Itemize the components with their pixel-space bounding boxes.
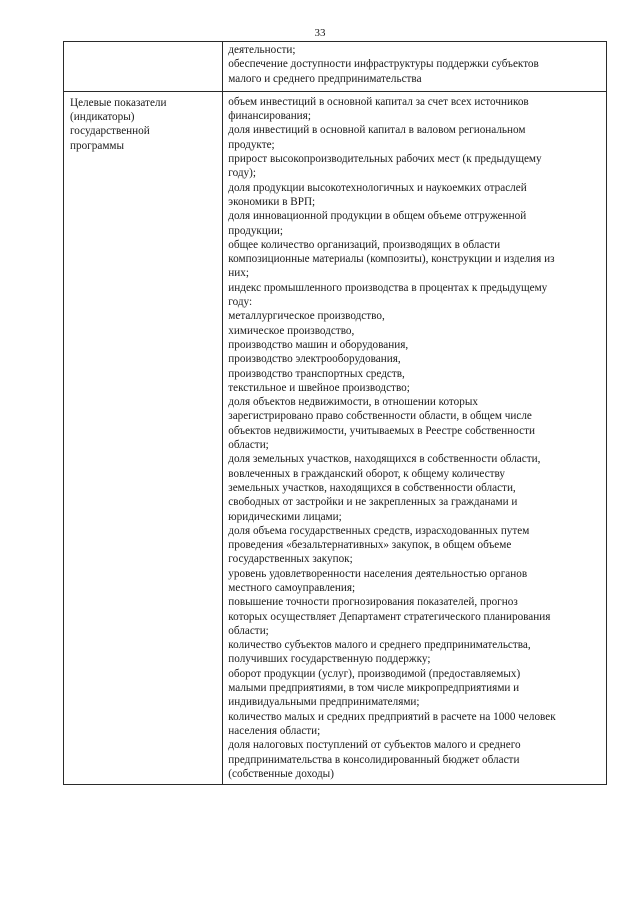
text-line: году); <box>228 167 256 180</box>
text-line: доля налоговых поступлений от субъектов малого и среднего <box>228 739 521 752</box>
row-content-cell <box>223 42 607 92</box>
text-line: финансирования; <box>228 110 311 123</box>
table-row <box>64 42 607 92</box>
program-passport-table <box>63 41 607 785</box>
text-line: них; <box>228 267 249 280</box>
text-line: повышение точности прогнозирования показателей, прогноз <box>228 596 518 609</box>
text-line: проведения «безальтернативных» закупок, в общем объеме <box>228 539 512 552</box>
text-line: химическое производство, <box>228 324 355 337</box>
text-line: (индикаторы) <box>70 111 135 124</box>
text-line: вовлеченных в гражданский оборот, к общему количеству <box>228 467 505 480</box>
table-row <box>64 91 607 784</box>
text-line: экономики в ВРП; <box>228 195 316 208</box>
text-line: доля земельных участков, находящихся в собственности области, <box>228 453 541 466</box>
text-line: индекс промышленного производства в процентах к предыдущему <box>228 281 548 294</box>
text-line: области; <box>228 439 269 452</box>
text-line: доля инвестиций в основной капитал в валовом региональном <box>228 124 526 137</box>
text-line: производство транспортных средств, <box>228 367 405 380</box>
text-line: общее количество организаций, производящих в области <box>228 238 501 251</box>
text-line: малого и среднего предпринимательства <box>228 72 422 85</box>
text-line: государственных закупок; <box>228 553 353 566</box>
text-line: объем инвестиций в основной капитал за счет всех источников <box>228 95 529 108</box>
text-line: композиционные материалы (композиты), конструкции и изделия из <box>228 253 555 266</box>
page-number: 33 <box>314 27 326 39</box>
text-line: зарегистрировано право собственности области, в общем числе <box>228 410 532 423</box>
text-line: доля инновационной продукции в общем объеме отгруженной <box>228 210 527 223</box>
text-line: количество субъектов малого и среднего предпринимательства, <box>228 639 531 652</box>
text-line: малыми предприятиями, в том числе микропредприятиями и <box>228 682 520 695</box>
text-line: деятельности; <box>228 44 296 56</box>
row-label-cell <box>64 91 223 784</box>
text-line: свободных от застройки и не закрепленных за гражданами и <box>228 496 518 509</box>
text-line: которых осуществляет Департамент стратегического планирования <box>228 610 551 623</box>
text-line: доля объектов недвижимости, в отношении которых <box>228 396 478 409</box>
text-line: государственной <box>70 125 150 138</box>
text-line: объектов недвижимости, учитываемых в Реестре собственности <box>228 424 535 437</box>
text-line: оборот продукции (услуг), производимой (предоставляемых) <box>228 667 521 680</box>
text-line: производство машин и оборудования, <box>228 338 409 351</box>
text-line: индивидуальными предпринимателями; <box>228 696 420 709</box>
text-line: доля продукции высокотехнологичных и наукоемких отраслей <box>228 181 527 194</box>
text-line: металлургическое производство, <box>228 310 385 323</box>
text-line: местного самоуправления; <box>228 581 356 594</box>
text-line: (собственные доходы) <box>228 767 334 780</box>
text-line: количество малых и средних предприятий в расчете на 1000 человек <box>228 710 556 723</box>
row-content <box>228 43 602 86</box>
text-line: области; <box>228 624 269 637</box>
text-line: уровень удовлетворенности населения деятельностью органов <box>228 567 528 580</box>
text-line: программы <box>70 139 124 152</box>
text-line: предпринимательства в консолидированный бюджет области <box>228 753 520 766</box>
text-line: продукте; <box>228 138 275 151</box>
text-line: прирост высокопроизводительных рабочих мест (к предыдущему <box>228 153 542 166</box>
row-content <box>228 95 602 781</box>
text-line: производство электрооборудования, <box>228 353 401 366</box>
text-line: продукции; <box>228 224 283 237</box>
text-line: Целевые показатели <box>70 96 167 109</box>
text-line: получивших государственную поддержку; <box>228 653 431 666</box>
text-line: обеспечение доступности инфраструктуры поддержки субъектов <box>228 58 539 71</box>
row-label-cell <box>64 42 223 92</box>
row-label <box>70 96 218 153</box>
text-line: году: <box>228 296 253 309</box>
text-line: доля объема государственных средств, израсходованных путем <box>228 524 530 537</box>
row-content-cell <box>223 91 607 784</box>
text-line: юридическими лицами; <box>228 510 342 523</box>
text-line: текстильное и швейное производство; <box>228 381 410 394</box>
text-line: земельных участков, находящихся в собственности области, <box>228 481 516 494</box>
text-line: населения области; <box>228 724 321 737</box>
